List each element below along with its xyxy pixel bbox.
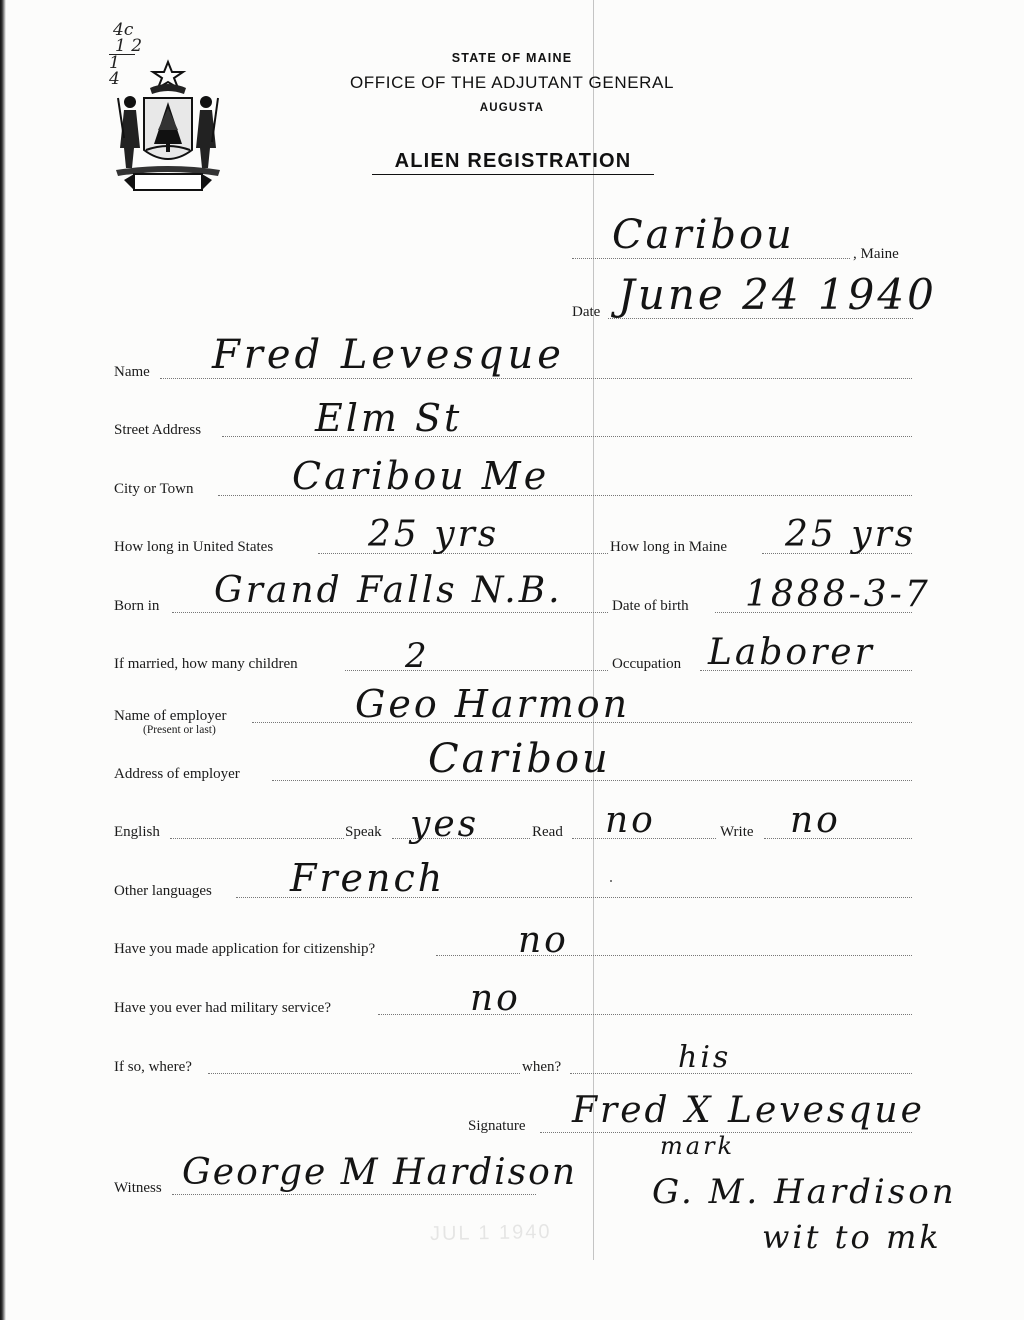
date-label: Date <box>572 304 601 320</box>
citizenship-line <box>436 955 912 956</box>
place-line <box>572 258 850 259</box>
other-languages-label: Other languages <box>114 883 212 899</box>
street-value: Elm St <box>315 396 463 440</box>
maine-duration-label: How long in Maine <box>610 539 728 555</box>
military-line <box>378 1014 912 1015</box>
write-label: Write <box>720 824 754 840</box>
speck <box>610 880 612 882</box>
citizenship-value: no <box>518 920 569 961</box>
signature-mark-note: mark <box>660 1132 736 1160</box>
occupation-value: Laborer <box>708 632 875 673</box>
where-line <box>208 1073 520 1074</box>
employer-label: Name of employer <box>114 708 227 724</box>
witness-note-line-1: G. M. Hardison <box>652 1172 957 1212</box>
speak-value: yes <box>410 804 480 845</box>
born-in-value: Grand Falls N.B. <box>214 570 563 611</box>
when-line <box>570 1073 912 1074</box>
name-line <box>160 378 912 379</box>
born-in-label: Born in <box>114 598 160 614</box>
signature-label: Signature <box>468 1118 526 1134</box>
citizenship-label: Have you made application for citizenship? <box>114 941 376 957</box>
city-label: City or Town <box>114 481 194 497</box>
maine-duration-value: 25 yrs <box>785 514 917 555</box>
place-value: Caribou <box>612 212 795 258</box>
place-suffix: , Maine <box>853 246 899 262</box>
city-heading: AUGUSTA <box>479 102 545 114</box>
read-value: no <box>605 800 656 841</box>
when-value: his <box>678 1040 732 1075</box>
when-label: when? <box>522 1059 562 1075</box>
street-label: Street Address <box>114 422 202 438</box>
employer-address-value: Caribou <box>428 736 611 782</box>
occupation-label: Occupation <box>612 656 682 672</box>
name-value: Fred Levesque <box>212 332 565 378</box>
military-label: Have you ever had military service? <box>114 1000 331 1016</box>
fold-line <box>593 0 594 1260</box>
corner-note-line-3: 1 4 <box>109 54 135 87</box>
date-value: June 24 1940 <box>618 270 937 319</box>
witness-note-line-2: wit to mk <box>762 1218 942 1256</box>
children-value: 2 <box>405 636 430 676</box>
children-line <box>345 670 608 671</box>
city-value: Caribou Me <box>292 454 550 498</box>
birth-date-value: 1888-3-7 <box>745 574 931 615</box>
write-value: no <box>790 800 841 841</box>
witness-value: George M Hardison <box>182 1152 578 1193</box>
corner-note-line-2: 1 2 <box>115 36 143 56</box>
children-label: If married, how many children <box>114 656 298 672</box>
us-duration-label: How long in United States <box>114 539 274 555</box>
corner-note-line-1: 4c <box>113 20 134 40</box>
form-title: ALIEN REGISTRATION <box>372 150 654 175</box>
other-languages-value: French <box>290 856 446 900</box>
military-value: no <box>470 978 521 1019</box>
name-label: Name <box>114 364 150 380</box>
employer-sublabel: (Present or last) <box>143 724 216 736</box>
born-in-line <box>172 612 608 613</box>
speak-label: Speak <box>345 824 382 840</box>
signature-value: Fred X Levesque <box>572 1090 925 1131</box>
state-heading: STATE OF MAINE <box>451 51 573 65</box>
english-line <box>170 838 344 839</box>
employer-value: Geo Harmon <box>355 682 631 726</box>
where-label: If so, where? <box>114 1059 192 1075</box>
office-heading: OFFICE OF THE ADJUTANT GENERAL <box>349 73 675 92</box>
employer-address-label: Address of employer <box>114 766 240 782</box>
witness-label: Witness <box>114 1180 162 1196</box>
birth-date-label: Date of birth <box>612 598 689 614</box>
english-label: English <box>114 824 160 840</box>
witness-line <box>172 1194 536 1195</box>
read-label: Read <box>532 824 563 840</box>
received-stamp: JUL 1 1940 <box>429 1220 552 1246</box>
us-duration-value: 25 yrs <box>368 514 500 555</box>
